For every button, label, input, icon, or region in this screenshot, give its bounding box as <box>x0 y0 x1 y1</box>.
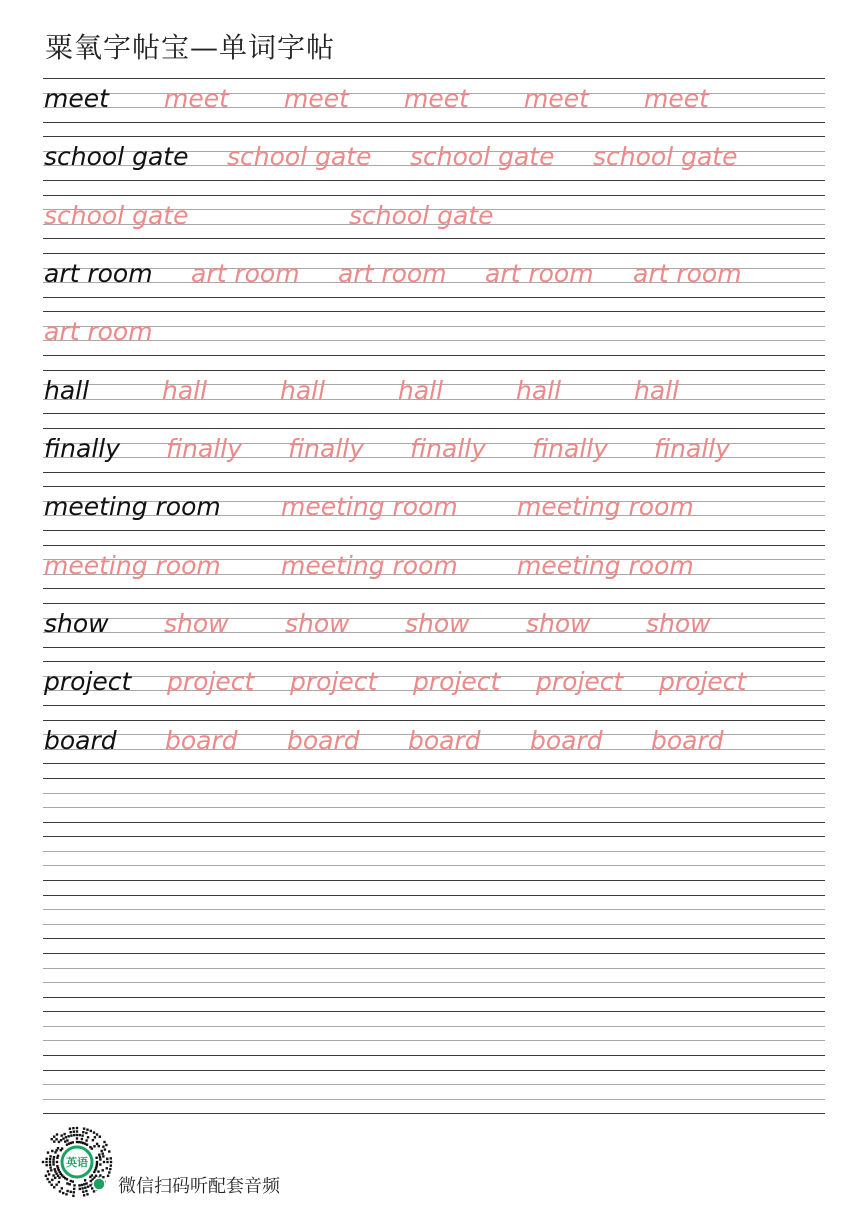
guide-line <box>43 865 825 866</box>
trace-word: meeting room <box>281 550 458 580</box>
trace-word: hall <box>280 375 326 405</box>
model-word: school gate <box>44 142 189 172</box>
guide-line <box>43 851 825 852</box>
trace-word: hall <box>162 375 208 405</box>
model-word: meet <box>44 84 109 113</box>
trace-word: meet <box>164 84 229 113</box>
guide-line <box>43 807 825 808</box>
trace-word: finally <box>288 433 365 463</box>
writing-row <box>43 195 825 253</box>
trace-word: finally <box>410 433 487 463</box>
trace-word: meet <box>644 84 709 113</box>
qr-badge-label: 英语 <box>66 1156 88 1169</box>
trace-word: finally <box>166 433 243 463</box>
writing-row <box>43 253 825 311</box>
writing-row <box>43 78 825 136</box>
trace-word: finally <box>654 433 731 463</box>
trace-word: meeting room <box>517 492 694 522</box>
writing-row <box>43 661 825 719</box>
trace-word: show <box>405 608 470 638</box>
page-title: 粟氧字帖宝—单词字帖 <box>45 31 336 64</box>
trace-word: art room <box>633 258 742 288</box>
trace-word: school gate <box>44 200 189 230</box>
trace-word: finally <box>532 433 609 463</box>
writing-row <box>43 1011 825 1069</box>
guide-line <box>43 793 825 794</box>
trace-word: school gate <box>349 200 494 230</box>
trace-word: school gate <box>593 142 738 172</box>
model-word: board <box>44 725 117 755</box>
trace-word: meet <box>524 84 589 113</box>
writing-row <box>43 953 825 1011</box>
trace-word: art room <box>44 317 153 347</box>
trace-word: art room <box>485 258 594 288</box>
guide-line <box>43 909 825 910</box>
writing-row <box>43 603 825 661</box>
writing-row <box>43 1070 825 1128</box>
trace-word: project <box>536 667 624 697</box>
sheet-bottom-line <box>43 1113 825 1114</box>
trace-word: board <box>651 725 724 755</box>
writing-row <box>43 486 825 544</box>
audio-scan-hint: 微信扫码听配套音频 <box>118 1176 280 1197</box>
writing-row <box>43 370 825 428</box>
trace-word: meeting room <box>44 550 221 580</box>
handwriting-sheet <box>43 78 825 1128</box>
trace-word: school gate <box>227 142 372 172</box>
trace-word: show <box>526 608 591 638</box>
writing-row <box>43 136 825 194</box>
model-word: meeting room <box>44 492 221 522</box>
trace-word: board <box>287 725 360 755</box>
guide-line <box>43 1099 825 1100</box>
trace-word: project <box>167 667 255 697</box>
trace-word: meet <box>284 84 349 113</box>
trace-word: show <box>646 608 711 638</box>
writing-row <box>43 836 825 894</box>
guide-line <box>43 1040 825 1041</box>
trace-word: board <box>530 725 603 755</box>
trace-word: meeting room <box>517 550 694 580</box>
trace-word: board <box>408 725 481 755</box>
writing-row <box>43 545 825 603</box>
guide-line <box>43 924 825 925</box>
trace-word: board <box>165 725 238 755</box>
model-word: art room <box>44 258 153 288</box>
trace-word: show <box>164 608 229 638</box>
model-word: finally <box>44 433 121 463</box>
trace-word: hall <box>398 375 444 405</box>
trace-word: project <box>659 667 747 697</box>
trace-word: hall <box>634 375 680 405</box>
guide-line <box>43 982 825 983</box>
guide-line <box>43 1084 825 1085</box>
trace-word: hall <box>516 375 562 405</box>
guide-line <box>43 1026 825 1027</box>
guide-line <box>43 968 825 969</box>
writing-row <box>43 311 825 369</box>
guide-line <box>43 340 825 341</box>
model-word: show <box>44 608 109 638</box>
model-word: project <box>44 667 132 697</box>
qr-code[interactable] <box>41 1126 113 1198</box>
trace-word: meeting room <box>281 492 458 522</box>
writing-row <box>43 895 825 953</box>
model-word: hall <box>44 375 90 405</box>
guide-line <box>43 326 825 327</box>
trace-word: art room <box>191 258 300 288</box>
trace-word: school gate <box>410 142 555 172</box>
trace-word: project <box>290 667 378 697</box>
trace-word: project <box>413 667 501 697</box>
writing-row <box>43 778 825 836</box>
trace-word: art room <box>338 258 447 288</box>
writing-row <box>43 720 825 778</box>
trace-word: meet <box>404 84 469 113</box>
writing-row <box>43 428 825 486</box>
trace-word: show <box>285 608 350 638</box>
